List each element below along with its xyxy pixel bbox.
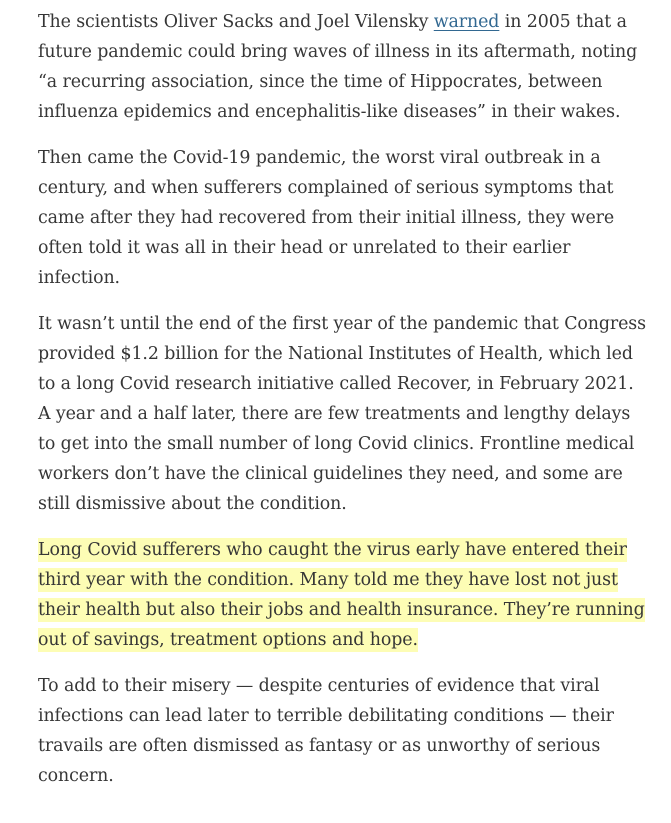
- paragraph-text-before-link: The scientists Oliver Sacks and Joel Vilensky: [38, 12, 434, 32]
- paragraph-text-after-link: in 2005 that a future pandemic could bring waves of illness in its aftermath, noting “a recurring association, since the time of Hippocrates, between influenza epidemics and encephalitis-like diseases” in their wakes.: [38, 12, 638, 122]
- paragraph-highlighted-quote: [38, 535, 650, 655]
- paragraph-sacks-vilensky: [38, 7, 650, 127]
- paragraph-covid-pandemic: Then came the Covid-19 pandemic, the worst viral outbreak in a century, and when sufferers complained of serious symptoms that came after they had recovered from their initial illness, they were often told it was all in their head or unrelated to their earlier infection.: [38, 148, 615, 288]
- highlighted-text: Long Covid sufferers who caught the virus early have entered their third year with the condition. Many told me they have lost not just their health but also their jobs and health insurance. They’re running out of savings, treatment options and hope.: [38, 540, 645, 650]
- warned-link[interactable]: warned: [433, 12, 500, 32]
- article-body: [38, 7, 650, 807]
- paragraph-misery: To add to their misery — despite centuries of evidence that viral infections can lead later to terrible debilitating conditions — their travails are often dismissed as fantasy or as unworthy of serious concern.: [38, 676, 614, 786]
- paragraph-nih-funding: It wasn’t until the end of the first year of the pandemic that Congress provided $1.2 billion for the National Institutes of Health, which led to a long Covid research initiative called Recover, in February 2021. A year and a half later, there are few treatments and lengthy delays to get into the small number of long Covid clinics. Frontline medical workers don’t have the clinical guidelines they need, and some are still dismissive about the condition.: [38, 314, 646, 514]
